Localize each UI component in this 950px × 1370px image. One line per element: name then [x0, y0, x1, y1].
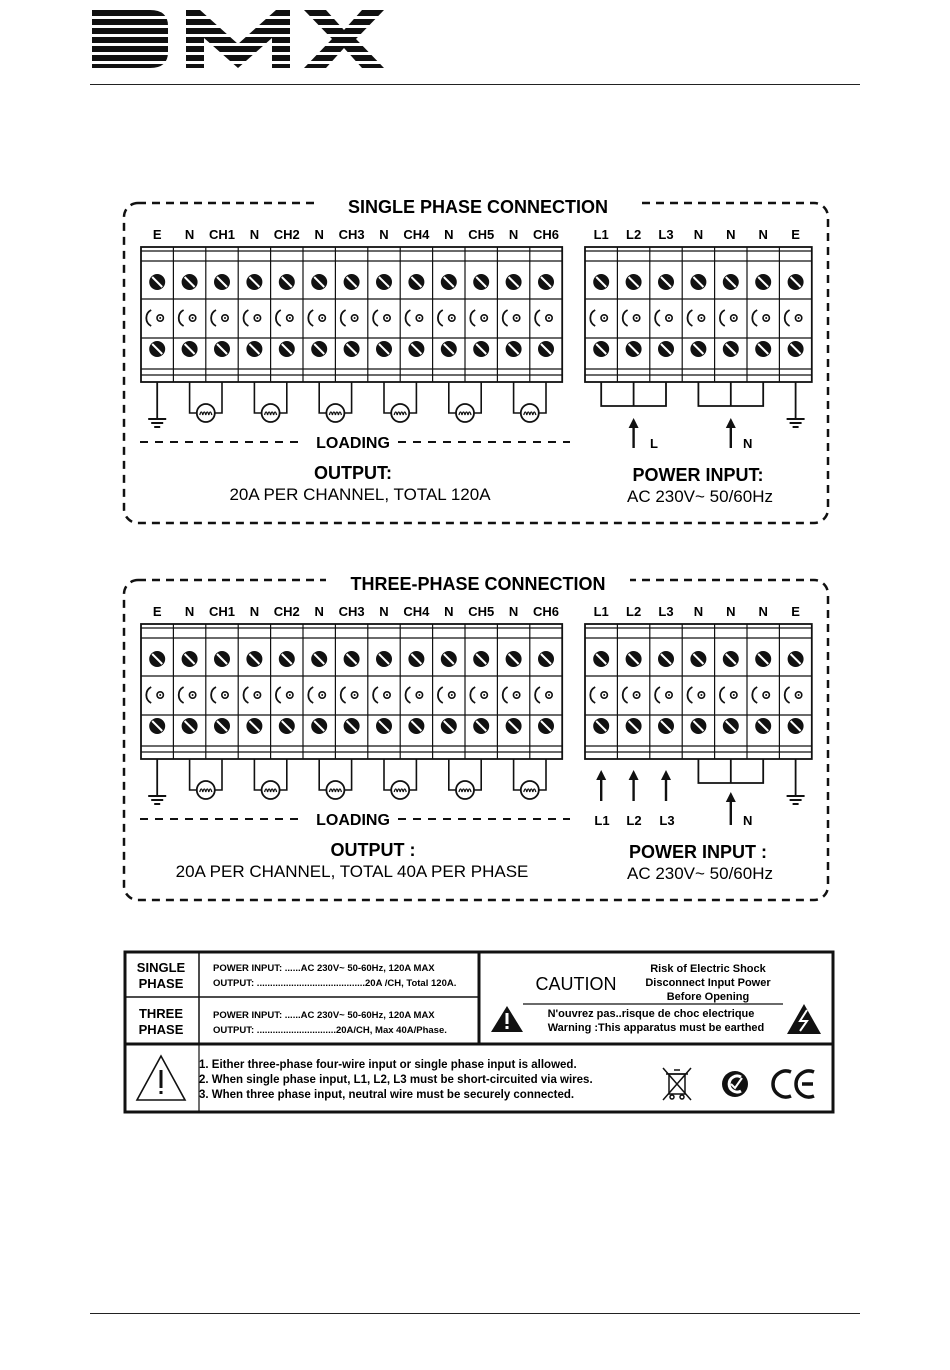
- three-input-label-7: E: [791, 604, 800, 619]
- exclamation-warning-icon: [491, 1006, 523, 1032]
- channel-load-2: [254, 382, 286, 422]
- channel-load-6: [514, 759, 546, 799]
- single-input-label-5: N: [726, 227, 736, 242]
- single-output-label-13: CH6: [532, 227, 560, 242]
- three-output-spec: 20A PER CHANNEL, TOTAL 40A PER PHASE: [175, 862, 529, 881]
- single-output-terminal-block: [141, 247, 562, 382]
- caution-line3: Before Opening: [666, 991, 750, 1003]
- three-output-title: OUTPUT :: [330, 840, 416, 860]
- three-output-terminal-block: [141, 624, 562, 759]
- single-input-label-2: L2: [626, 227, 642, 242]
- single-arrow-n-label: N: [743, 436, 753, 451]
- single-output-label-1: E: [152, 227, 162, 242]
- single-arrow-l-label: L: [650, 436, 658, 451]
- three-input-label-4: N: [693, 604, 704, 619]
- three-arrow-n-label: N: [743, 813, 753, 828]
- channel-load-6: [514, 382, 546, 422]
- single-input-label-7: E: [791, 227, 800, 242]
- channel-load-5: [449, 382, 481, 422]
- single-input-label-4: N: [693, 227, 704, 242]
- single-output-labels: [153, 227, 559, 242]
- single-output-label-8: N: [379, 227, 389, 242]
- three-output-label-11: CH5: [468, 604, 495, 619]
- three-phase-diagram: [120, 570, 832, 906]
- brand-logo: [90, 8, 385, 70]
- single-input-spec: AC 230V~ 50/60Hz: [626, 487, 774, 506]
- label-three-power: POWER INPUT: ......AC 230V~ 50-60Hz, 120A MAX: [213, 1010, 435, 1021]
- three-input-label-5: N: [726, 604, 736, 619]
- caution-label-graphic: [123, 950, 835, 1114]
- three-arrow-l1-label: L1: [594, 813, 610, 828]
- caution-line1: Risk of Electric Shock: [650, 963, 766, 975]
- label-single-line1: SINGLE: [136, 960, 186, 975]
- three-loads: [148, 759, 546, 804]
- label-single-line2: PHASE: [138, 976, 184, 991]
- three-output-label-1: E: [152, 604, 162, 619]
- single-loading-label: LOADING: [316, 435, 390, 452]
- label-three-output: OUTPUT: ..............................20A/CH, Max 40A/Phase.: [213, 1025, 447, 1036]
- three-input-label-3: L3: [658, 604, 674, 619]
- three-output-label-8: N: [379, 604, 389, 619]
- single-output-label-5: CH2: [273, 227, 300, 242]
- weee-bin-icon: [663, 1068, 691, 1100]
- three-output-label-6: N: [314, 604, 324, 619]
- three-input-terminal-block: [585, 624, 812, 759]
- three-phase-title: THREE-PHASE CONNECTION: [350, 574, 606, 594]
- single-input-terminal-block: [585, 247, 812, 382]
- single-output-label-9: CH4: [403, 227, 430, 242]
- caution-title: CAUTION: [535, 974, 617, 994]
- single-input-label-1: L1: [593, 227, 609, 242]
- caution-label: [123, 950, 835, 1114]
- single-phase-panel: [120, 193, 832, 529]
- three-input-label-1: L1: [593, 604, 609, 619]
- single-output-label-12: N: [508, 227, 519, 242]
- single-output-label-2: N: [184, 227, 195, 242]
- label-single-power: POWER INPUT: ......AC 230V~ 50-60Hz, 120A MAX: [213, 963, 435, 974]
- caution-line2: Disconnect Input Power: [645, 977, 771, 989]
- single-loads: [148, 382, 546, 427]
- three-output-label-7: CH3: [338, 604, 365, 619]
- label-single-output: OUTPUT: .........................................20A /CH, Total 120A.: [213, 978, 457, 989]
- three-input-label-6: N: [758, 604, 768, 619]
- three-loading-label: LOADING: [316, 812, 390, 829]
- single-phase-diagram: [120, 193, 832, 529]
- single-input-labels: [594, 227, 801, 242]
- three-output-label-3: CH1: [208, 604, 236, 619]
- three-output-label-10: N: [444, 604, 454, 619]
- single-output-label-10: N: [444, 227, 454, 242]
- note-1: 1. Either three-phase four-wire input or single phase input is allowed.: [199, 1059, 577, 1071]
- single-input-wiring: [601, 382, 804, 448]
- channel-load-1: [190, 759, 222, 799]
- general-warning-icon: [137, 1056, 185, 1100]
- single-input-label-3: L3: [658, 227, 674, 242]
- single-output-label-7: CH3: [338, 227, 365, 242]
- ce-mark-icon: [773, 1071, 814, 1097]
- three-phase-panel: [120, 570, 832, 906]
- three-arrow-l2-label: L2: [626, 813, 642, 828]
- three-arrow-l3-label: L3: [659, 813, 675, 828]
- single-input-label-6: N: [758, 227, 768, 242]
- single-output-spec: 20A PER CHANNEL, TOTAL 120A: [229, 485, 491, 504]
- three-output-label-12: N: [508, 604, 519, 619]
- footer-rule: [90, 1313, 860, 1314]
- single-output-label-6: N: [314, 227, 324, 242]
- label-three-line2: PHASE: [138, 1022, 184, 1037]
- channel-load-2: [254, 759, 286, 799]
- three-input-label-2: L2: [626, 604, 642, 619]
- channel-load-1: [190, 382, 222, 422]
- label-three-line1: THREE: [138, 1006, 184, 1021]
- caution-french: N'ouvrez pas..risque de choc electrique: [547, 1008, 755, 1020]
- three-output-label-13: CH6: [532, 604, 560, 619]
- three-output-label-4: N: [249, 604, 260, 619]
- channel-load-5: [449, 759, 481, 799]
- three-output-label-2: N: [184, 604, 195, 619]
- single-phase-title: SINGLE PHASE CONNECTION: [347, 197, 609, 217]
- header-rule: [90, 84, 860, 85]
- three-input-spec: AC 230V~ 50/60Hz: [626, 864, 774, 883]
- three-input-title: POWER INPUT :: [629, 842, 767, 862]
- channel-load-3: [319, 382, 351, 422]
- single-output-label-11: CH5: [468, 227, 495, 242]
- three-output-labels: [153, 604, 559, 619]
- channel-load-4: [384, 759, 416, 799]
- single-input-title: POWER INPUT:: [632, 465, 764, 485]
- single-output-label-3: CH1: [208, 227, 236, 242]
- note-3: 3. When three phase input, neutral wire must be securely connected.: [199, 1089, 575, 1101]
- high-voltage-warning-icon: [787, 1004, 821, 1034]
- channel-load-4: [384, 382, 416, 422]
- single-output-title: OUTPUT:: [314, 463, 392, 483]
- three-output-label-9: CH4: [403, 604, 430, 619]
- c-tick-mark-icon: [722, 1071, 748, 1097]
- caution-warning: Warning :This apparatus must be earthed: [547, 1022, 765, 1034]
- three-input-labels: [594, 604, 801, 619]
- note-2: 2. When single phase input, L1, L2, L3 must be short-circuited via wires.: [199, 1074, 593, 1086]
- single-output-label-4: N: [249, 227, 260, 242]
- three-output-label-5: CH2: [273, 604, 300, 619]
- channel-load-3: [319, 759, 351, 799]
